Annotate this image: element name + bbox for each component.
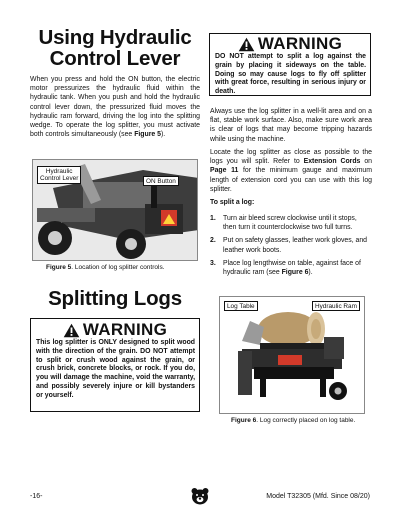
warning-text: This log splitter is ONLY designed to split wood with the direction of the grain. DO NOT attempt to split or crush wood against the grain, or crush brick, concrete blocks, or rock. If you do, you will damage the machine, void the warranty, and possibly severely injure or kill bystanders or yourself. xyxy=(36,339,195,399)
title-line-1: Using Hydraulic xyxy=(38,26,192,49)
figure-6-photo xyxy=(219,296,365,414)
model-footer: Model T32305 (Mfd. Since 08/20) xyxy=(266,493,370,500)
split-log-steps xyxy=(210,214,372,281)
callout-on-button: ON Button xyxy=(143,176,179,186)
warning-triangle-icon xyxy=(63,323,80,338)
work-area-paragraph: Always use the log splitter in a well-lit area and on a flat, stable work surface. Also, make sure work area is clear of logs that may become tripping hazards while using the machine. xyxy=(210,108,372,143)
warning-box-grain xyxy=(30,318,200,412)
title-line-2: Control Lever xyxy=(49,47,181,70)
to-split-log-heading: To split a log: xyxy=(210,199,255,206)
extension-cord-paragraph: Locate the log splitter as close as possible to the logs you will split. Refer to Extension Cords on Page 11 for the minimum gauge and maximum length of extension cord you can use with this log splitter. xyxy=(210,149,373,193)
figure-5-photo xyxy=(32,159,198,261)
hydraulic-paragraph: When you press and hold the ON button, the electric motor pressurizes the hydraulic fluid within the hydraulic tank. When you push and hold the hydraulic control lever down, the pressurized fluid moves the hydraulic ram forward, driving the log into the splitting wedge. To operate the log splitter, you must activate both controls simultaneously (see Figure 5). xyxy=(30,76,200,139)
warning-triangle-icon xyxy=(238,37,255,52)
figure-6-ref: Figure 6 xyxy=(281,269,309,277)
figure-6-caption: Figure 6. Log correctly placed on log table. xyxy=(231,417,356,424)
extension-cords-ref: Extension Cords xyxy=(303,158,361,166)
section-title-splitting-logs: Splitting Logs xyxy=(48,287,182,310)
step-item: 2. Put on safety glasses, leather work gloves, and leather work boots. xyxy=(210,237,368,254)
figure-5-caption: Figure 5. Location of log splitter controls. xyxy=(46,264,165,271)
step-item: 1. Turn air bleed screw clockwise until it stops, then turn it counterclockwise two full turns. xyxy=(210,215,357,232)
callout-hydraulic-control-lever: Hydraulic Control Lever xyxy=(37,166,81,184)
warning-heading: WARNING xyxy=(31,321,199,339)
callout-hydraulic-ram: Hydraulic Ram xyxy=(312,301,360,311)
warning-box-sideways xyxy=(209,33,371,96)
log-on-table-illustration xyxy=(220,297,365,414)
page-number: -16- xyxy=(30,493,43,500)
bear-logo-icon xyxy=(190,486,210,506)
warning-text: DO NOT attempt to split a log against the grain by placing it sideways on the table. Doing so may cause logs to fly off splitter with great force, resulting in serious injury or death. xyxy=(215,53,366,96)
warning-heading: WARNING xyxy=(210,35,370,53)
page-11-ref: Page 11 xyxy=(210,167,239,175)
step-item: 3. Place log lengthwise on table, against face of hydraulic ram (see Figure 6). xyxy=(210,259,361,277)
figure-5-ref: Figure 5 xyxy=(134,131,161,139)
section-title-hydraulic xyxy=(30,27,200,69)
callout-log-table: Log Table xyxy=(224,301,258,311)
